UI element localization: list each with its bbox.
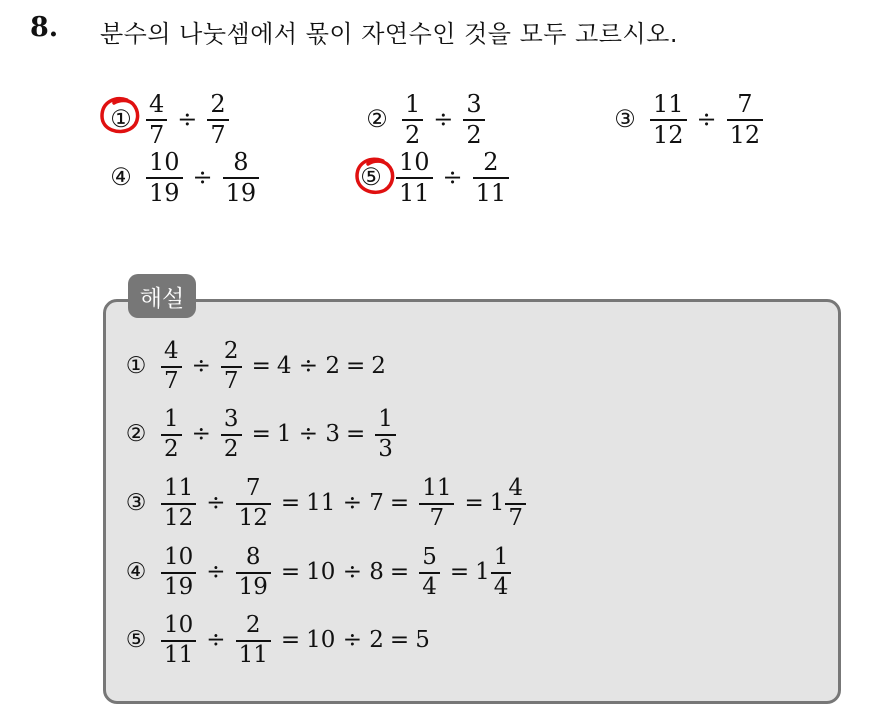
choice-marker: ②: [366, 105, 388, 134]
fraction: $\frac{8}{19}$: [223, 150, 260, 205]
solution-line-2: ② $\frac{1}{2}$ ÷ $\frac{3}{2}$ = 1 ÷ 3 = $\frac{1}{3}$: [123, 408, 400, 461]
choice-marker: ⑤: [360, 163, 382, 192]
solution-tag: 해설: [128, 274, 196, 318]
divide-sign: ÷: [696, 105, 717, 134]
fraction: $\frac{2}{11}$: [473, 150, 510, 205]
divide-sign: ÷: [442, 163, 463, 192]
solution-line-5: ⑤ $\frac{10}{11}$ ÷ $\frac{2}{11}$ = 10 ÷ 2 = 5: [125, 612, 430, 668]
fraction: $\frac{3}{2}$: [463, 92, 484, 147]
fraction: $\frac{1}{2}$: [402, 92, 423, 147]
divide-sign: ÷: [433, 105, 454, 134]
solution-line-1: ① $\frac{4}{7}$ ÷ $\frac{2}{7}$ = 4 ÷ 2 = 2: [125, 338, 386, 394]
question-text: 분수의 나눗셈에서 몫이 자연수인 것을 모두 고르시오.: [100, 20, 678, 48]
choice-5[interactable]: [358, 150, 513, 205]
fraction: $\frac{11}{12}$: [650, 92, 687, 147]
choice-marker: ④: [110, 163, 132, 192]
choice-marker: ③: [614, 105, 636, 134]
choice-2[interactable]: [364, 92, 489, 147]
solution-line-4: ④ $\frac{10}{19}$ ÷ $\frac{8}{19}$ = 10 ÷ 8 = $\frac{5}{4}$ = 1 $\frac{1}{4}$: [123, 546, 515, 599]
fraction: $\frac{10}{11}$: [396, 150, 433, 205]
fraction: $\frac{4}{7}$: [146, 92, 167, 147]
choice-1[interactable]: [108, 92, 233, 147]
divide-sign: ÷: [192, 163, 213, 192]
choice-4[interactable]: [108, 150, 263, 205]
divide-sign: ÷: [177, 105, 198, 134]
choice-marker: ①: [110, 105, 132, 134]
question-number: 8.: [30, 12, 59, 43]
fraction: $\frac{10}{19}$: [146, 150, 183, 205]
choice-3[interactable]: [612, 92, 767, 147]
fraction: $\frac{2}{7}$: [207, 92, 228, 147]
solution-line-3: ③ $\frac{11}{12}$ ÷ $\frac{7}{12}$ = 11 ÷ 7 = $\frac{11}{7}$ = 1 $\frac{4}{7}$: [123, 477, 530, 530]
fraction: $\frac{7}{12}$: [727, 92, 764, 147]
